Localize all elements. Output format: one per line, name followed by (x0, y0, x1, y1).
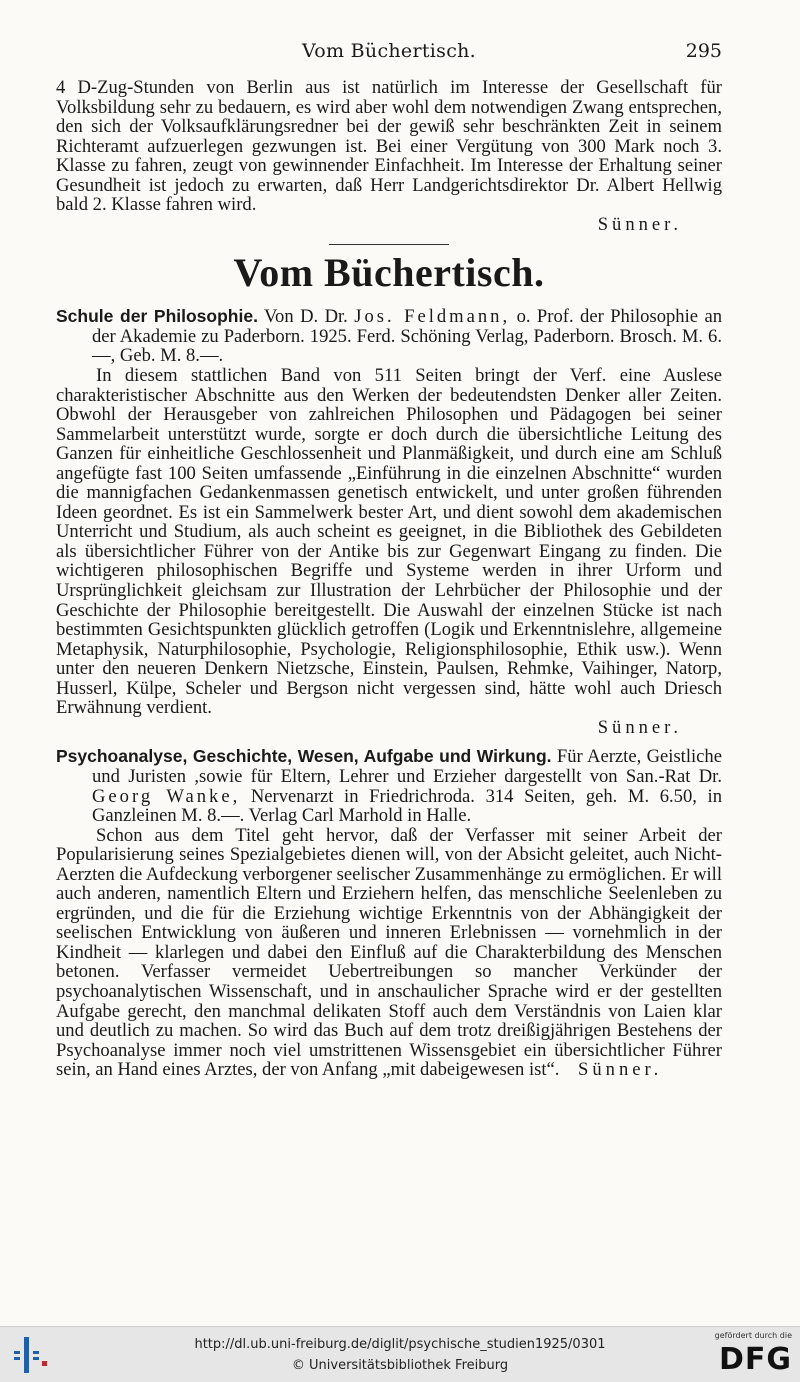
page-body (56, 78, 722, 1080)
review-meta-pre: Für Aerzte, Geistliche und Juristen ,sowie für Eltern, Lehrer und Erzieher dargestellt von San.-Rat Dr. (92, 746, 722, 787)
continuation-signature: Sünner. (597, 213, 682, 235)
dfg-caption: gefördert durch die (714, 1331, 792, 1340)
continuation-paragraph: 4 D-Zug-Stunden von Berlin aus ist natürlich im Interesse der Gesellschaft für Volksbildung sehr zu bedauern, es wird aber wohl dem notwendigen Zwang entsprechen, den sich der Volksaufklärungsredner bei der gewiß sehr beschränkten Zeit in seinem Richteramt aufzuerlegen gezwungen ist. Bei einer Vergütung von 300 Mark noch 3. Klasse zu fahren, zeugt von gewinnender Einfachheit. Im Interesse der Erhaltung seiner Gesundheit ist jedoch zu erwarten, daß Herr Landgerichtsdirektor Dr. Albert Hellwig bald 2. Klasse fahren wird. (56, 77, 722, 216)
review-signature: Sünner. (597, 716, 682, 738)
review-meta-pre: Von D. Dr. (264, 306, 348, 328)
review-author: Jos. Feldmann, (354, 306, 511, 328)
section-divider (329, 244, 449, 245)
review-body: In diesem stattlichen Band von 511 Seiten bringt der Verf. eine Auslese charakteristischer Abschnitte aus den Werken der bedeutendsten Denker aller Zeiten. Obwohl der Herausgeber von zahlreichen Philosophen und Pädagogen bei seiner Sammelarbeit unterstützt wurde, sorgte er doch durch die übersichtliche Leitung des Ganzen für einheitliche Geschlossenheit und Planmäßigkeit, und durch eine am Schluß angefügte fast 100 Seiten umfassende „Einführung in die einzelnen Abschnitte“ wurden die mannigfachen Gedankenmassen genetisch entwickelt, und unter großen führenden Ideen geordnet. Es ist ein Sammelwerk bester Art, und dient sowohl dem akademischen Unterricht und Studium, als auch scheint es geeignet, in die Bibliothek des Gebildeten als übersichtlicher Führer von der Antike bis zur Gegenwart Eingang zu finden. Die wichtigeren philosophischen Begriffe und Systeme werden in ihrer Urform und Ursprünglichkeit gleichsam zur Illustration der Lehrbücher der Philosophie und der Geschichte der Philosophie bereitgestellt. Die Auswahl der einzelnen Stücke ist nach bestimmten Gesichtspunkten glücklich getroffen (Logik und Erkenntnislehre, allgemeine Metaphysik, Naturphilosophie, Psychologie, Religionsphilosophie, Ethik usw.). Wenn unter den neueren Denkern Nietzsche, Einstein, Paulsen, Rehmke, Vaihinger, Natorp, Husserl, Külpe, Scheler und Bergson nicht vergessen sind, hätte wohl auch Driesch Erwähnung verdient. (56, 365, 722, 719)
review-title: Schule der Philosophie. (56, 306, 258, 327)
review-signature: Sünner. (578, 1059, 663, 1081)
review-philosophie (56, 307, 722, 737)
viewer-footer (0, 1326, 800, 1382)
running-title: Vom Büchertisch. (301, 40, 477, 62)
review-author: Georg Wanke, (92, 785, 241, 807)
review-meta-post: o. Prof. der Philosophie an der Akademie zu Paderborn. 1925. Ferd. Schöning Verlag, Paderborn. Brosch. M. 6.—, Geb. M. 8.—. (92, 306, 722, 367)
dfg-logo (708, 1331, 792, 1379)
section-heading: Vom Büchertisch. (233, 250, 545, 296)
review-title: Psychoanalyse, Geschichte, Wesen, Aufgabe und Wirkung. (56, 746, 552, 767)
review-body (56, 826, 722, 1080)
review-header (56, 307, 722, 366)
review-body-text: Schon aus dem Titel geht hervor, daß der Verfasser mit seiner Arbeit der Popularisierung seines Spezialgebietes dienen will, von der Absicht geleitet, auch Nicht-Aerzten die Aufdeckung verborgener seelischer Zusammenhänge zu ermöglichen. Er will auch anderen, namentlich Eltern und Erziehern helfen, das menschliche Seelenleben zu ergründen, und die für die Erziehung wichtige Erkenntnis von der Abhängigkeit der seelischen Entwicklung von äußeren und inneren Erlebnissen — vornehmlich in der Kindheit — klarlegen und dabei den Einfluß auf die Charakterbildung des Menschen betonen. Verfasser vermeidet Uebertreibungen so mancher Verkünder der psychoanalytischen Wissenschaft, und in anschaulicher Sprache wird er der gestellten Aufgabe gerecht, den manchmal delikaten Stoff auch dem Verständnis von Laien klar und deutlich zu machen. So wird das Buch auf dem trotz dreißigjährigen Bestehens der Psychoanalyse immer noch viel umstrittenen Wissensgebiet ein übersichtlicher Führer sein, an Hand eines Arztes, der von Anfang „mit dabeigewesen ist“. (56, 824, 722, 1081)
page-number: 295 (685, 40, 722, 62)
review-header (56, 747, 722, 825)
dfg-wordmark: DFG (718, 1342, 792, 1377)
copyright-credit: © Universitätsbibliothek Freiburg (291, 1358, 509, 1373)
running-header (56, 40, 722, 66)
review-meta-post: Nervenarzt in Friedrichroda. 314 Seiten, geh. M. 6.50, in Ganzleinen M. 8.—. Verlag Carl Marhold in Halle. (92, 785, 722, 827)
review-psychoanalyse (56, 747, 722, 1079)
permalink-url[interactable]: http://dl.ub.uni-freiburg.de/diglit/psychische_studien1925/0301 (194, 1337, 606, 1352)
